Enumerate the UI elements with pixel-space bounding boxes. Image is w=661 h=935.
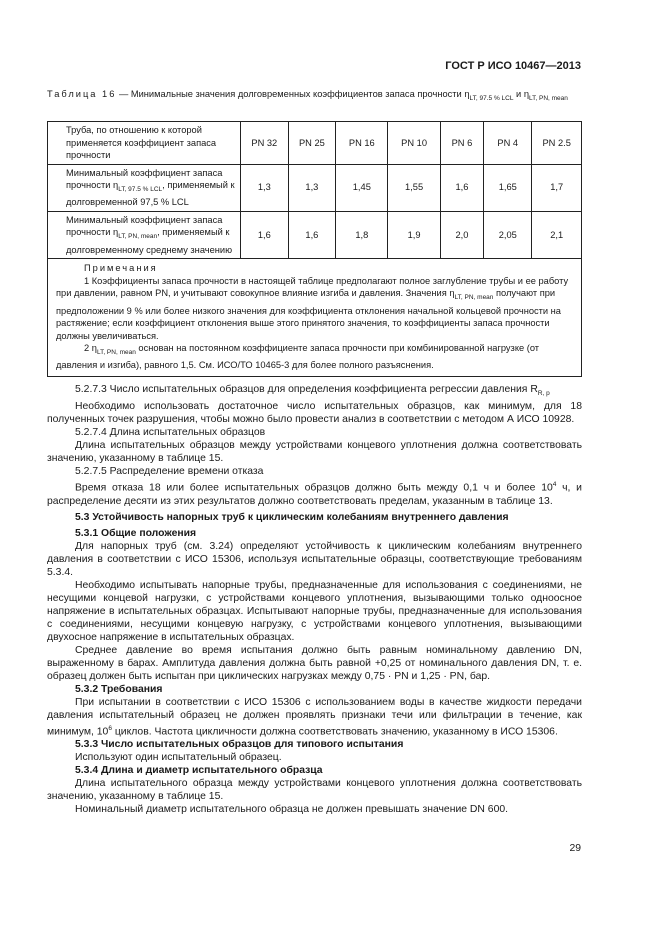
table-header-row [48,122,582,165]
table-cell: 1,45 [336,164,388,211]
table-row-mean [48,211,582,258]
table-title: — Минимальные значения долговременных коэффициентов запаса прочности η [116,89,470,99]
body-text [47,383,582,816]
paragraph: Длина испытательных образцов между устройствами концевого уплотнения должна соответствовать значению, указанному в таблице 15. [47,440,582,465]
table-cell: 1,6 [241,211,289,258]
paragraph: Среднее давление во время испытания должно быть равным номинальному давлению DN, выраженному в барах. Амплитуда давления должна быть равной +0,25 от номинального давления DN, т. е. образец должен быть испытан при циклических нагрузках между 0,75 · PN и 1,25 · PN, бар. [47,644,582,682]
note-1: 1 Коэффициенты запаса прочности в настоящей таблице предполагают полное заглубление трубы и ее работу при давлении, равном PN, и учитывают совокупное влияние изгиба и давления. Значения $\eta_{LT, PN, mean}$ получают при предположении 9 % или более низкого значения для коэффициента отклонения начальной кольцевой прочности на растяжение; если коэффициент отклонения выше этого принятого значения, то коэффициенты запаса прочности должны увеличиваться. [56,275,569,341]
header-cell-pn16: PN 16 [336,122,388,165]
paragraph: Необходимо испытывать напорные трубы, предназначенные для использования с соединениями, не несущими концевой нагрузки, с устройствами концевого уплотнения, вызывающими только одноосное напряжение в испытательных образцах. Испытывают напорные трубы, предназначенные для использования с соединениями, несущими концевую нагрузку, с устройствами концевого уплотнения, вызывающими двухосное напряжение в испытательных образцах. [47,579,582,643]
table-cell: 1,65 [484,164,532,211]
table-label: Таблица 16 [47,89,117,99]
clause-5-3-4: 5.3.4 Длина и диаметр испытательного образца [75,765,323,777]
row-label-mean: Минимальный коэффициент запаса прочности $\eta_{LT, PN, mean}$, применяемый к долговременному среднему значению [48,211,241,258]
table-caption: Таблица 16 — Минимальные значения долговременных коэффициентов запаса прочности $\eta_{LT, 97.5 \% LCL}$ и $\eta_{LT, PN, mean}$ [47,89,568,102]
paragraph: Необходимо использовать достаточное число испытательных образцов, как минимум, для 18 полученных точек разрушения, чтобы можно было провести анализ в соответствии с методом А ИСО 10928. [47,401,582,426]
clause-5-3-1: 5.3.1 Общие положения [75,527,197,539]
table-cell: 2,1 [532,211,582,258]
paragraph: Используют один испытательный образец. [75,752,282,764]
header-cell-pn10: PN 10 [388,122,440,165]
header-cell-pn6: PN 6 [440,122,483,165]
header-cell-pn32: PN 32 [241,122,289,165]
table-cell: 1,3 [241,164,289,211]
paragraph: Номинальный диаметр испытательного образца не должен превышать значение DN 600. [75,804,509,816]
table-cell: 1,7 [532,164,582,211]
clause-5-2-7-5: 5.2.7.5 Распределение времени отказа [75,466,264,478]
paragraph: Время отказа 18 или более испытательных образцов должно быть между 0,1 ч и более $10^4$ ч, и распределение десяти из этих результатов должно соответствовать пределам, указанным в таблице 13. [47,481,582,507]
header-cell-pn25: PN 25 [288,122,336,165]
table-cell: 1,6 [288,211,336,258]
table-cell: 2,05 [484,211,532,258]
table-cell: 1,6 [440,164,483,211]
header-cell-pn2-5: PN 2.5 [532,122,582,165]
safety-factor-table [47,121,582,377]
standard-header: ГОСТ Р ИСО 10467—2013 [445,60,581,72]
table-cell: 1,3 [288,164,336,211]
table-notes [48,259,582,377]
note-2: 2 $\eta_{LT, PN, mean}$ основан на постоянном коэффициенте запаса прочности при комбинированной нагрузке (от давления и изгиба), равного 1,5. См. ИСО/ТО 10465-3 для более полного разъяснения. [56,343,540,371]
clause-5-3-2: 5.3.2 Требования [75,683,163,695]
clause-5-2-7-3: 5.2.7.3 Число испытательных образцов для определения коэффициента регрессии давления $R_{R, p}$ [75,384,550,398]
table-cell: 1,8 [336,211,388,258]
section-5-3: 5.3 Устойчивость напорных труб к циклическим колебаниям внутреннего давления [75,511,509,523]
notes-title: Примечания [84,263,158,274]
table-notes-row [48,259,582,377]
table-cell: 1,9 [388,211,440,258]
page-number: 29 [569,843,581,854]
row-label-lcl: Минимальный коэффициент запаса прочности $\eta_{LT, 97.5 \% LCL}$, применяемый к долговременной 97,5 % LCL [48,164,241,211]
table-cell: 1,55 [388,164,440,211]
clause-5-3-3: 5.3.3 Число испытательных образцов для типового испытания [75,739,404,751]
table-row-lcl [48,164,582,211]
header-cell-pipe: Труба, по отношению к которой применяется коэффициент запаса прочности [48,122,241,165]
paragraph: При испытании в соответствии с ИСО 15306 с использованием воды в качестве жидкости передачи давления испытательный образец не должен проявлять признаки течи или фильтрации в течение, как минимум, $10^6$ циклов. Частота цикличности должна соответствовать значению, указанному в ИСО 15306. [47,696,582,738]
paragraph: Для напорных труб (см. 3.24) определяют устойчивость к циклическим колебаниям внутреннего давления в соответствии с ИСО 15306, используя испытательные образцы, соответствующие требованиям 5.3.4. [47,540,582,578]
table-cell: 2,0 [440,211,483,258]
header-cell-pn4: PN 4 [484,122,532,165]
clause-5-2-7-4: 5.2.7.4 Длина испытательных образцов [75,427,266,439]
paragraph: Длина испытательного образца между устройствами концевого уплотнения должна соответствовать значению, указанному в таблице 15. [47,778,582,803]
